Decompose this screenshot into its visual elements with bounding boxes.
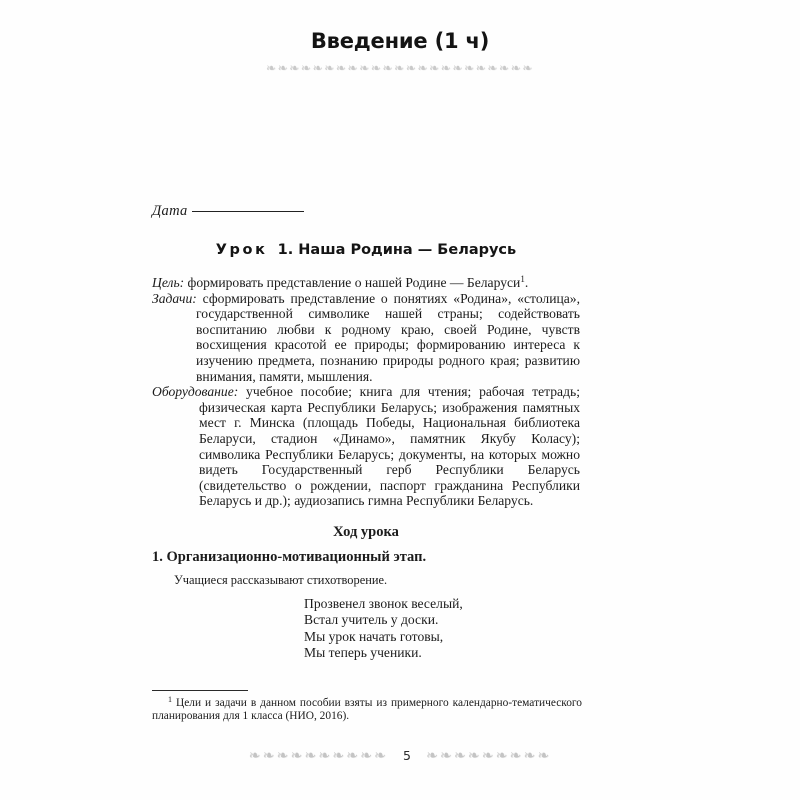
ornament-footer-right: ❧❧❧❧❧❧❧❧❧	[425, 747, 552, 764]
footnote-text	[152, 697, 582, 724]
section-header	[0, 30, 800, 74]
footnote-body: Цели и задачи в данном пособии взяты из примерного календарно-тематического планирования для 1 класса (НИО, 2016).	[152, 697, 582, 723]
poem-line: Мы теперь ученики.	[304, 645, 422, 661]
aims-block	[152, 275, 580, 509]
poem-line: Прозвенел звонок веселый,	[304, 595, 463, 611]
page-footer	[0, 748, 800, 763]
lesson-word: Урок	[215, 242, 268, 258]
footnote-marker: 1	[168, 695, 172, 704]
lesson-heading	[152, 242, 580, 258]
course-heading: Ход урока	[333, 523, 399, 540]
footnote-marker-inline: 1	[520, 274, 525, 284]
poem-line: Встал учитель у доски.	[304, 612, 439, 628]
page-title: Введение (1 ч)	[310, 29, 490, 53]
lesson-name: 1. Наша Родина — Беларусь	[277, 242, 517, 258]
footnote-block	[152, 690, 582, 724]
ornament-footer-left: ❧❧❧❧❧❧❧❧❧❧	[248, 747, 388, 764]
poem-block	[152, 596, 580, 662]
goal-label: Цель:	[152, 275, 185, 290]
lesson-content	[152, 203, 580, 662]
footnote-separator	[152, 690, 248, 691]
equipment-paragraph	[152, 384, 580, 509]
stage-1-note: Учащиеся рассказывают стихотворение.	[174, 572, 388, 587]
equipment-label: Оборудование:	[152, 384, 239, 400]
date-blank-rule	[192, 211, 304, 212]
goal-text: формировать представление о нашей Родине — Беларуси	[184, 275, 521, 290]
goal-paragraph	[152, 275, 580, 291]
ornament-divider-top: ❧❧❧❧❧❧❧❧❧❧❧❧❧❧❧❧❧❧❧❧❧❧❧	[265, 61, 535, 76]
goal-tail: .	[524, 275, 529, 290]
tasks-text: сформировать представление о понятиях «Родина», «столица», государственной символике нашей страны; содействовать воспитанию любви к родному краю, своей Родине, чувств восхищения красотой ее природы; формированию интереса к изучению предмета, познанию природы родного края; развитию внимания, памяти, мышления.	[196, 290, 580, 384]
stage-1-heading: 1. Организационно-мотивационный этап.	[152, 548, 427, 565]
tasks-label: Задачи:	[152, 290, 197, 306]
date-label: Дата	[152, 203, 188, 219]
poem-line: Мы урок начать готовы,	[304, 628, 444, 644]
date-field	[152, 203, 580, 220]
page-number: 5	[402, 748, 411, 763]
equipment-text: учебное пособие; книга для чтения; рабочая тетрадь; физическая карта Республики Беларусь; изображения памятных мест г. Минска (площадь Победы, Национальная библиотека Беларуси, стадион «Динамо», памятник Якубу Коласу); символика Республики Беларусь; документы, на которых можно видеть Государственный герб Республики Беларусь (свидетельство о рождении, паспорт гражданина Республики Беларусь и др.); аудиозапись гимна Республики Беларусь.	[199, 384, 580, 509]
tasks-paragraph	[152, 291, 580, 385]
